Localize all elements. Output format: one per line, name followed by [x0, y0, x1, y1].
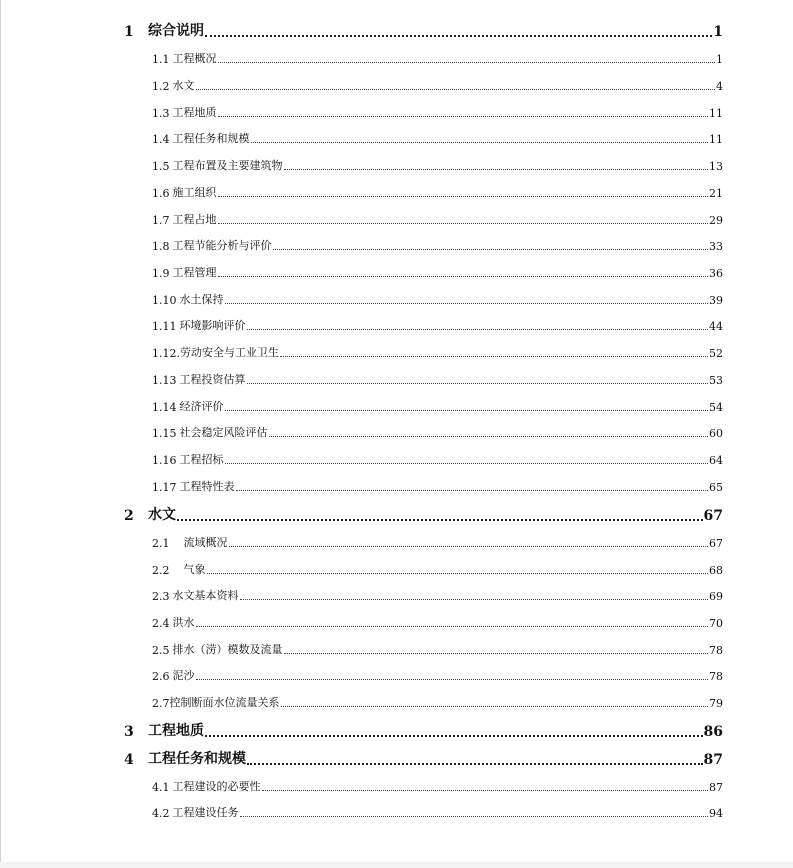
- dot-leader: [251, 142, 709, 143]
- toc-title: 泥沙: [172, 669, 195, 682]
- toc-page-number: 67: [703, 508, 723, 524]
- toc-page-number: 4: [716, 80, 723, 93]
- toc-title: 气象: [183, 563, 206, 576]
- toc-title: 工程特性表: [179, 480, 235, 493]
- toc-number: 1.7: [152, 214, 170, 227]
- toc-page-number: 1: [713, 24, 723, 40]
- toc-number: 2.4: [152, 617, 170, 630]
- dot-leader: [240, 816, 709, 817]
- toc-section-2-1[interactable]: [0, 534, 793, 550]
- toc-section-1-9[interactable]: [0, 264, 793, 280]
- toc-page-number: 67: [709, 537, 723, 550]
- toc-number: 1.13: [152, 374, 177, 387]
- toc-number: 1.6: [152, 187, 170, 200]
- toc-number: 4: [124, 752, 134, 768]
- dot-leader: [207, 573, 709, 574]
- toc-title: 工程建设的必要性: [172, 780, 261, 793]
- toc-page-number: 13: [709, 160, 723, 173]
- toc-title: 排水（涝）模数及流量: [172, 643, 283, 656]
- toc-number: 1.1: [152, 53, 170, 66]
- dot-leader: [229, 546, 709, 547]
- toc-title: 水文: [148, 507, 176, 523]
- toc-number: 1.4: [152, 133, 170, 146]
- dot-leader: [218, 276, 709, 277]
- toc-title: 劳动安全与工业卫生: [180, 346, 279, 359]
- toc-page-number: 21: [709, 187, 723, 200]
- toc-section-2-3[interactable]: [0, 587, 793, 603]
- toc-page-number: 68: [709, 564, 723, 577]
- dot-leader: [196, 679, 709, 680]
- toc-page-number: 65: [709, 481, 723, 494]
- toc-number: 1.16: [152, 454, 177, 467]
- toc-section-1-3[interactable]: [0, 104, 793, 120]
- toc-section-2-2[interactable]: [0, 561, 793, 577]
- dot-leader: [205, 735, 703, 737]
- toc-number: 1: [124, 24, 134, 40]
- dot-leader: [177, 519, 703, 521]
- dot-leader: [225, 463, 709, 464]
- dot-leader: [247, 763, 703, 765]
- toc-page-number: 86: [703, 724, 723, 740]
- toc-section-1-12[interactable]: [0, 344, 793, 360]
- toc-number: 4.1: [152, 781, 170, 794]
- toc-page-number: 87: [703, 752, 723, 768]
- toc-title: 工程建设任务: [172, 806, 239, 819]
- toc-section-1-15[interactable]: [0, 424, 793, 440]
- toc-section-2-4[interactable]: [0, 614, 793, 630]
- dot-leader: [280, 356, 708, 357]
- toc-section-4-2[interactable]: [0, 804, 793, 820]
- toc-number: 1.2: [152, 80, 170, 93]
- toc-section-1-5[interactable]: [0, 157, 793, 173]
- dot-leader: [273, 249, 709, 250]
- toc-page-number: 94: [709, 807, 723, 820]
- toc-title: 经济评价: [179, 400, 224, 413]
- toc-title: 工程概况: [172, 52, 217, 65]
- toc-chapter-2[interactable]: [0, 504, 793, 524]
- dot-leader: [196, 626, 709, 627]
- toc-section-1-7[interactable]: [0, 211, 793, 227]
- toc-number: 1.9: [152, 267, 170, 280]
- toc-number: 1.14: [152, 401, 177, 414]
- toc-page-number: 78: [709, 644, 723, 657]
- toc-title: 工程招标: [179, 453, 224, 466]
- toc-page-number: 54: [709, 401, 723, 414]
- toc-page-number: 44: [709, 320, 723, 333]
- dot-leader: [284, 653, 709, 654]
- toc-number: 1.3: [152, 107, 170, 120]
- toc-page-number: 52: [709, 347, 723, 360]
- toc-page-number: 1: [716, 53, 723, 66]
- toc-section-1-11[interactable]: [0, 317, 793, 333]
- dot-leader: [247, 329, 709, 330]
- toc-page-number: 70: [709, 617, 723, 630]
- dot-leader: [284, 169, 709, 170]
- toc-section-1-4[interactable]: [0, 130, 793, 146]
- toc-section-1-16[interactable]: [0, 451, 793, 467]
- toc-number: 2.5: [152, 644, 170, 657]
- toc-number: 1.15: [152, 427, 177, 440]
- toc-title: 综合说明: [148, 23, 204, 39]
- toc-title: 流域概况: [183, 536, 228, 549]
- toc-number: 2.6: [152, 670, 170, 683]
- toc-section-1-6[interactable]: [0, 184, 793, 200]
- toc-page-number: 69: [709, 590, 723, 603]
- toc-title: 工程任务和规模: [172, 132, 250, 145]
- toc-number: 1.17: [152, 481, 177, 494]
- toc-number: 4.2: [152, 807, 170, 820]
- toc-title: 工程占地: [172, 213, 217, 226]
- toc-page-number: 87: [709, 781, 723, 794]
- toc-number: 1.5: [152, 160, 170, 173]
- toc-section-1-8[interactable]: [0, 237, 793, 253]
- toc-number: 2.2: [152, 564, 170, 577]
- toc-title: 工程管理: [172, 266, 217, 279]
- dot-leader: [225, 410, 709, 411]
- dot-leader: [225, 303, 709, 304]
- page-bottom-edge: [0, 862, 793, 868]
- dot-leader: [236, 490, 709, 491]
- toc-page-number: 11: [709, 133, 723, 146]
- toc-title: 水文: [172, 79, 195, 92]
- toc-title: 工程投资估算: [179, 373, 246, 386]
- toc-title: 洪水: [172, 616, 195, 629]
- toc-chapter-1[interactable]: [0, 20, 793, 40]
- dot-leader: [281, 706, 709, 707]
- dot-leader: [205, 35, 712, 37]
- toc-title: 控制断面水位流量关系: [169, 696, 280, 709]
- toc-title: 工程地质: [148, 723, 204, 739]
- toc-number: 2: [124, 508, 134, 524]
- toc-title: 工程任务和规模: [148, 751, 246, 767]
- toc-number: 1.10: [152, 294, 177, 307]
- dot-leader: [218, 62, 716, 63]
- dot-leader: [240, 599, 709, 600]
- toc-page-number: 33: [709, 240, 723, 253]
- toc-page-number: 64: [709, 454, 723, 467]
- toc-page-number: 78: [709, 670, 723, 683]
- toc-section-1-17[interactable]: [0, 478, 793, 494]
- toc-section-4-1[interactable]: [0, 778, 793, 794]
- toc-number: 1.8: [152, 240, 170, 253]
- toc-title: 水土保持: [179, 293, 224, 306]
- toc-page-number: 11: [709, 107, 723, 120]
- toc-section-1-13[interactable]: [0, 371, 793, 387]
- toc-section-1-14[interactable]: [0, 398, 793, 414]
- dot-leader: [218, 116, 709, 117]
- dot-leader: [269, 436, 709, 437]
- toc-section-2-5[interactable]: [0, 641, 793, 657]
- toc-section-2-7[interactable]: [0, 694, 793, 710]
- toc-number: 1.11: [152, 320, 177, 333]
- toc-page-number: 29: [709, 214, 723, 227]
- toc-title: 社会稳定风险评估: [179, 426, 268, 439]
- toc-chapter-4[interactable]: [0, 748, 793, 768]
- toc-number: 3: [124, 724, 134, 740]
- dot-leader: [262, 790, 709, 791]
- toc-number: 2.7: [152, 697, 170, 710]
- toc-section-1-1[interactable]: [0, 50, 793, 66]
- toc-section-2-6[interactable]: [0, 667, 793, 683]
- toc-title: 工程地质: [172, 106, 217, 119]
- toc-page-number: 60: [709, 427, 723, 440]
- dot-leader: [247, 383, 709, 384]
- toc-section-1-10[interactable]: [0, 291, 793, 307]
- toc-number: 2.1: [152, 537, 170, 550]
- dot-leader: [218, 223, 709, 224]
- dot-leader: [218, 196, 709, 197]
- toc-page-number: 39: [709, 294, 723, 307]
- toc-page-number: 53: [709, 374, 723, 387]
- toc-title: 环境影响评价: [179, 319, 246, 332]
- toc-number: 2.3: [152, 590, 170, 603]
- toc-page-number: 36: [709, 267, 723, 280]
- toc-page-number: 79: [709, 697, 723, 710]
- toc-title: 水文基本资料: [172, 589, 239, 602]
- dot-leader: [196, 89, 716, 90]
- toc-title: 工程布置及主要建筑物: [172, 159, 283, 172]
- toc-title: 施工组织: [172, 186, 217, 199]
- toc-title: 工程节能分析与评价: [172, 239, 272, 252]
- toc-chapter-3[interactable]: [0, 720, 793, 740]
- toc-number: 1.12.: [152, 347, 180, 360]
- toc-section-1-2[interactable]: [0, 77, 793, 93]
